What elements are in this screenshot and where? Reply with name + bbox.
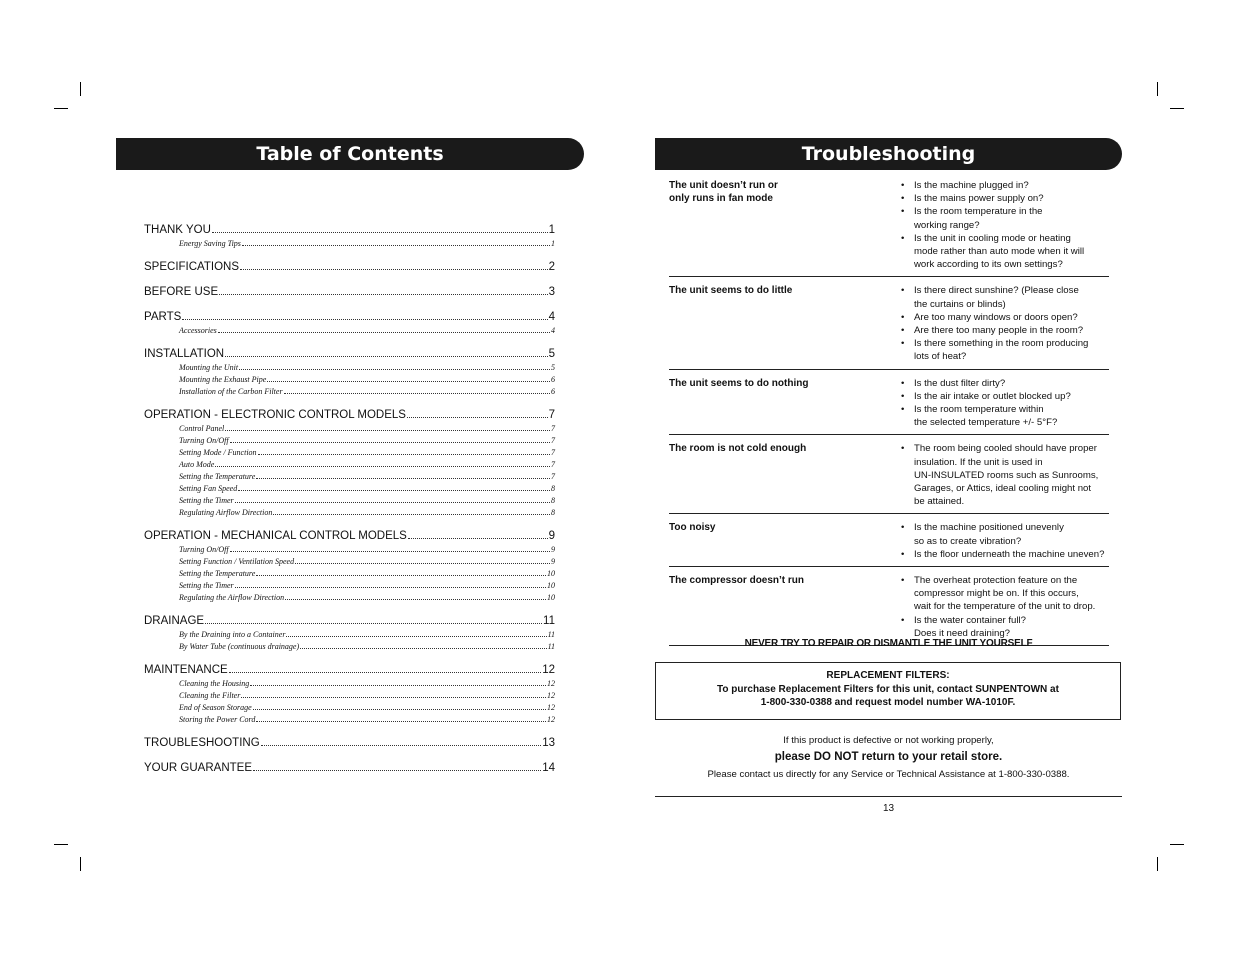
cause-item: • Is the mains power supply on? bbox=[901, 192, 1109, 205]
toc-leader-dots bbox=[253, 709, 546, 710]
toc-entry bbox=[144, 284, 555, 300]
toc-entry bbox=[144, 222, 555, 238]
toc-subentry-page: 10 bbox=[547, 581, 555, 590]
toc-leader-dots bbox=[284, 393, 550, 394]
toc-section bbox=[144, 222, 555, 250]
do-not-return-notice: please DO NOT return to your retail store. bbox=[774, 751, 1003, 763]
toc-subentry-page: 7 bbox=[551, 460, 555, 469]
troubleshooting-table bbox=[669, 179, 1109, 653]
toc-leader-dots bbox=[225, 356, 548, 357]
toc-leader-dots bbox=[241, 697, 546, 698]
toc-entry-label: INSTALLATION bbox=[144, 348, 225, 360]
toc-leader-dots bbox=[229, 672, 542, 673]
contact-notice-line: Please contact us directly for any Service or Technical Assistance at 1-800-330-0388. bbox=[707, 769, 1070, 780]
toc-subentry bbox=[179, 386, 555, 398]
toc-subentry-page: 4 bbox=[551, 326, 555, 335]
toc-subentry bbox=[179, 507, 555, 519]
toc-entry bbox=[144, 309, 555, 325]
toc-leader-dots bbox=[205, 623, 542, 624]
toc-subentry bbox=[179, 374, 555, 386]
problem-label: The unit seems to do little bbox=[669, 285, 793, 297]
toc-subentry-label: Installation of the Carbon Filter bbox=[179, 387, 283, 396]
toc-subentry-label: Mounting the Unit bbox=[179, 363, 239, 372]
toc-subentry bbox=[179, 690, 555, 702]
toc-subentry-label: By Water Tube (continuous drainage) bbox=[179, 642, 300, 651]
toc-subentry bbox=[179, 678, 555, 690]
toc-subentry-page: 6 bbox=[551, 375, 555, 384]
toc-leader-dots bbox=[261, 745, 542, 746]
repair-warning: NEVER TRY TO REPAIR OR DISMANTLE THE UNIT YOURSELF bbox=[744, 638, 1033, 649]
cause-item: • Is the machine positioned unevenly so as to create vibration? bbox=[901, 521, 1109, 547]
toc-subentry-label: Setting the Timer bbox=[179, 496, 234, 505]
toc-entry bbox=[144, 259, 555, 275]
toc-subentry-label: Setting Function / Ventilation Speed bbox=[179, 557, 295, 566]
toc-subentry-page: 6 bbox=[551, 387, 555, 396]
cause-item: • Is the air intake or outlet blocked up? bbox=[901, 390, 1109, 403]
troubleshooting-row bbox=[669, 521, 1109, 567]
toc-entry-page: 11 bbox=[543, 615, 555, 627]
toc-entry-label: PARTS bbox=[144, 311, 182, 323]
toc-subentry-label: Setting the Temperature bbox=[179, 472, 256, 481]
toc-entry-label: OPERATION - MECHANICAL CONTROL MODELS bbox=[144, 530, 407, 542]
toc-subentry-page: 11 bbox=[547, 642, 555, 651]
toc-subentry-label: Auto Mode bbox=[179, 460, 215, 469]
toc-entry bbox=[144, 346, 555, 362]
toc-subentry-page: 7 bbox=[551, 436, 555, 445]
toc-leader-dots bbox=[219, 294, 547, 295]
toc-entry-page: 9 bbox=[548, 530, 555, 542]
troubleshooting-row bbox=[669, 284, 1109, 369]
crop-mark bbox=[1157, 857, 1158, 871]
toc-subentry-label: End of Season Storage bbox=[179, 703, 252, 712]
toc-subentry-page: 8 bbox=[551, 508, 555, 517]
cause-item: • Is the dust filter dirty? bbox=[901, 377, 1109, 390]
toc-leader-dots bbox=[407, 417, 548, 418]
toc-section bbox=[144, 662, 555, 726]
page-number: 13 bbox=[882, 803, 895, 814]
cause-list bbox=[901, 521, 1109, 561]
toc-section bbox=[144, 528, 555, 604]
cause-item: • Is there direct sunshine? (Please close the curtains or blinds) bbox=[901, 284, 1109, 310]
table-of-contents bbox=[144, 222, 555, 785]
toc-subentry-page: 1 bbox=[551, 239, 555, 248]
toc-leader-dots bbox=[250, 685, 546, 686]
toc-entry-page: 13 bbox=[542, 737, 555, 749]
troubleshooting-row bbox=[669, 377, 1109, 436]
toc-subentry-label: Setting Fan Speed bbox=[179, 484, 238, 493]
filter-box-line: To purchase Replacement Filters for this unit, contact SUNPENTOWN at bbox=[717, 683, 1059, 695]
toc-leader-dots bbox=[182, 319, 547, 320]
cause-list bbox=[901, 574, 1109, 640]
toc-section bbox=[144, 613, 555, 653]
toc-leader-dots bbox=[215, 466, 550, 467]
toc-leader-dots bbox=[240, 269, 548, 270]
cause-item: • Are too many windows or doors open? bbox=[901, 311, 1109, 324]
toc-subentry bbox=[179, 629, 555, 641]
cause-list bbox=[901, 442, 1109, 508]
toc-leader-dots bbox=[256, 575, 546, 576]
cause-item: • Is there something in the room producing lots of heat? bbox=[901, 337, 1109, 363]
toc-subentry-label: Cleaning the Filter bbox=[179, 691, 241, 700]
toc-subentry-page: 8 bbox=[551, 484, 555, 493]
toc-title-banner: Table of Contents bbox=[116, 138, 584, 170]
toc-entry-page: 7 bbox=[548, 409, 555, 421]
toc-subentry-label: Energy Saving Tips bbox=[179, 239, 241, 248]
cause-item: • Is the unit in cooling mode or heating mode rather than auto mode when it will work according to its own settings? bbox=[901, 232, 1109, 272]
toc-entry-page: 5 bbox=[548, 348, 555, 360]
toc-section bbox=[144, 309, 555, 337]
toc-leader-dots bbox=[256, 721, 546, 722]
toc-entry-label: YOUR GUARANTEE bbox=[144, 762, 252, 774]
toc-subentry-label: Setting the Temperature bbox=[179, 569, 256, 578]
toc-subentry bbox=[179, 483, 555, 495]
toc-entry bbox=[144, 760, 555, 776]
toc-subentry-page: 10 bbox=[547, 569, 555, 578]
toc-subentry-page: 12 bbox=[547, 679, 555, 688]
toc-leader-dots bbox=[295, 563, 550, 564]
toc-subentry-page: 12 bbox=[547, 703, 555, 712]
toc-entry-label: MAINTENANCE bbox=[144, 664, 228, 676]
crop-mark bbox=[1157, 82, 1158, 96]
toc-entry-label: BEFORE USE bbox=[144, 286, 219, 298]
toc-subentry-page: 7 bbox=[551, 424, 555, 433]
toc-subentry-label: By the Draining into a Container bbox=[179, 630, 286, 639]
toc-subentry bbox=[179, 325, 555, 337]
cause-item: • The overheat protection feature on the compressor might be on. If this occurs, wait for the temperature of the unit to drop. bbox=[901, 574, 1109, 614]
problem-label: The room is not cold enough bbox=[669, 443, 807, 455]
toc-subentry-label: Accessories bbox=[179, 326, 217, 335]
crop-mark bbox=[54, 108, 68, 109]
toc-entry-page: 1 bbox=[548, 224, 555, 236]
defect-notice-line: If this product is defective or not working properly, bbox=[783, 735, 994, 746]
toc-entry-label: OPERATION - ELECTRONIC CONTROL MODELS bbox=[144, 409, 406, 421]
toc-subentry bbox=[179, 495, 555, 507]
toc-subentry bbox=[179, 471, 555, 483]
toc-subentry bbox=[179, 435, 555, 447]
cause-item: • The room being cooled should have proper insulation. If the unit is used in UN-INSULATED rooms such as Sunrooms, Garages, or Attics, ideal cooling might not be attained. bbox=[901, 442, 1109, 508]
toc-entry-label: SPECIFICATIONS bbox=[144, 261, 239, 273]
toc-subentry-label: Setting Mode / Function bbox=[179, 448, 257, 457]
toc-subentry bbox=[179, 592, 555, 604]
toc-subentry-page: 12 bbox=[547, 691, 555, 700]
toc-entry bbox=[144, 662, 555, 678]
toc-leader-dots bbox=[230, 551, 550, 552]
cause-item: • Is the room temperature within the selected temperature +/- 5°F? bbox=[901, 403, 1109, 429]
toc-leader-dots bbox=[273, 514, 550, 515]
toc-leader-dots bbox=[218, 332, 550, 333]
toc-entry bbox=[144, 528, 555, 544]
toc-leader-dots bbox=[267, 381, 550, 382]
toc-subentry bbox=[179, 459, 555, 471]
toc-subentry bbox=[179, 238, 555, 250]
toc-leader-dots bbox=[239, 369, 550, 370]
toc-leader-dots bbox=[300, 648, 546, 649]
toc-section bbox=[144, 407, 555, 519]
toc-subentry-label: Cleaning the Housing bbox=[179, 679, 250, 688]
toc-subentry-page: 5 bbox=[551, 363, 555, 372]
toc-subentry-label: Regulating the Airflow Direction bbox=[179, 593, 285, 602]
filter-box-heading: REPLACEMENT FILTERS: bbox=[826, 670, 950, 681]
problem-label: Too noisy bbox=[669, 522, 716, 534]
toc-section bbox=[144, 284, 555, 300]
toc-entry-label: TROUBLESHOOTING bbox=[144, 737, 260, 749]
toc-subentry-page: 7 bbox=[551, 472, 555, 481]
toc-subentry bbox=[179, 556, 555, 568]
problem-label: The unit doesn’t run or only runs in fan mode bbox=[669, 180, 778, 204]
crop-mark bbox=[80, 82, 81, 96]
troubleshooting-row bbox=[669, 442, 1109, 514]
toc-leader-dots bbox=[408, 538, 548, 539]
crop-mark bbox=[54, 844, 68, 845]
toc-entry-label: DRAINAGE bbox=[144, 615, 205, 627]
toc-leader-dots bbox=[225, 430, 550, 431]
problem-label: The compressor doesn’t run bbox=[669, 575, 805, 587]
toc-entry bbox=[144, 407, 555, 423]
troubleshooting-title-banner: Troubleshooting bbox=[655, 138, 1122, 170]
toc-subentry-page: 11 bbox=[547, 630, 555, 639]
crop-mark bbox=[1170, 844, 1184, 845]
toc-subentry-page: 8 bbox=[551, 496, 555, 505]
cause-list bbox=[901, 284, 1109, 363]
toc-subentry bbox=[179, 544, 555, 556]
toc-entry-page: 4 bbox=[548, 311, 555, 323]
toc-subentry-page: 9 bbox=[551, 545, 555, 554]
filter-box-line: 1-800-330-0388 and request model number WA-1010F. bbox=[760, 697, 1016, 708]
toc-leader-dots bbox=[242, 245, 550, 246]
toc-subentry-page: 10 bbox=[547, 593, 555, 602]
replacement-filters-box bbox=[655, 662, 1121, 720]
toc-subentry-label: Mounting the Exhaust Pipe bbox=[179, 375, 267, 384]
toc-subentry bbox=[179, 568, 555, 580]
toc-leader-dots bbox=[258, 454, 550, 455]
crop-mark bbox=[80, 857, 81, 871]
toc-leader-dots bbox=[235, 587, 546, 588]
toc-subentry-page: 12 bbox=[547, 715, 555, 724]
toc-entry-page: 3 bbox=[548, 286, 555, 298]
problem-label: The unit seems to do nothing bbox=[669, 377, 809, 389]
troubleshooting-row bbox=[669, 179, 1109, 277]
toc-section bbox=[144, 735, 555, 751]
toc-subentry bbox=[179, 362, 555, 374]
toc-leader-dots bbox=[256, 478, 550, 479]
cause-item: • Is the water container full? Does it need draining? bbox=[901, 614, 1109, 640]
toc-entry bbox=[144, 613, 555, 629]
troubleshooting-row bbox=[669, 574, 1109, 646]
toc-subentry-label: Turning On/Off bbox=[179, 545, 229, 554]
toc-entry-page: 2 bbox=[548, 261, 555, 273]
toc-subentry bbox=[179, 423, 555, 435]
cause-item: • Is the machine plugged in? bbox=[901, 179, 1109, 192]
toc-section bbox=[144, 760, 555, 776]
toc-subentry-page: 9 bbox=[551, 557, 555, 566]
toc-leader-dots bbox=[285, 599, 546, 600]
toc-section bbox=[144, 259, 555, 275]
toc-subentry-label: Setting the Timer bbox=[179, 581, 234, 590]
toc-subentry-page: 7 bbox=[551, 448, 555, 457]
toc-entry-page: 12 bbox=[542, 664, 555, 676]
toc-leader-dots bbox=[238, 490, 550, 491]
footer-rule bbox=[655, 796, 1122, 797]
cause-list bbox=[901, 179, 1109, 271]
toc-subentry bbox=[179, 702, 555, 714]
toc-subentry bbox=[179, 641, 555, 653]
toc-leader-dots bbox=[212, 232, 548, 233]
crop-mark bbox=[1170, 108, 1184, 109]
toc-subentry bbox=[179, 580, 555, 592]
toc-leader-dots bbox=[230, 442, 550, 443]
toc-leader-dots bbox=[235, 502, 550, 503]
toc-leader-dots bbox=[253, 770, 541, 771]
toc-subentry bbox=[179, 447, 555, 459]
toc-entry-page: 14 bbox=[542, 762, 555, 774]
cause-item: • Is the floor underneath the machine uneven? bbox=[901, 548, 1109, 561]
toc-subentry-label: Regulating Airflow Direction bbox=[179, 508, 273, 517]
cause-item: • Are there too many people in the room? bbox=[901, 324, 1109, 337]
toc-entry bbox=[144, 735, 555, 751]
toc-subentry-label: Storing the Power Cord bbox=[179, 715, 256, 724]
cause-list bbox=[901, 377, 1109, 430]
toc-subentry-label: Control Panel bbox=[179, 424, 225, 433]
toc-subentry-label: Turning On/Off bbox=[179, 436, 229, 445]
cause-item: • Is the room temperature in the working range? bbox=[901, 205, 1109, 231]
toc-section bbox=[144, 346, 555, 398]
toc-leader-dots bbox=[286, 636, 546, 637]
toc-subentry bbox=[179, 714, 555, 726]
toc-entry-label: THANK YOU bbox=[144, 224, 211, 236]
